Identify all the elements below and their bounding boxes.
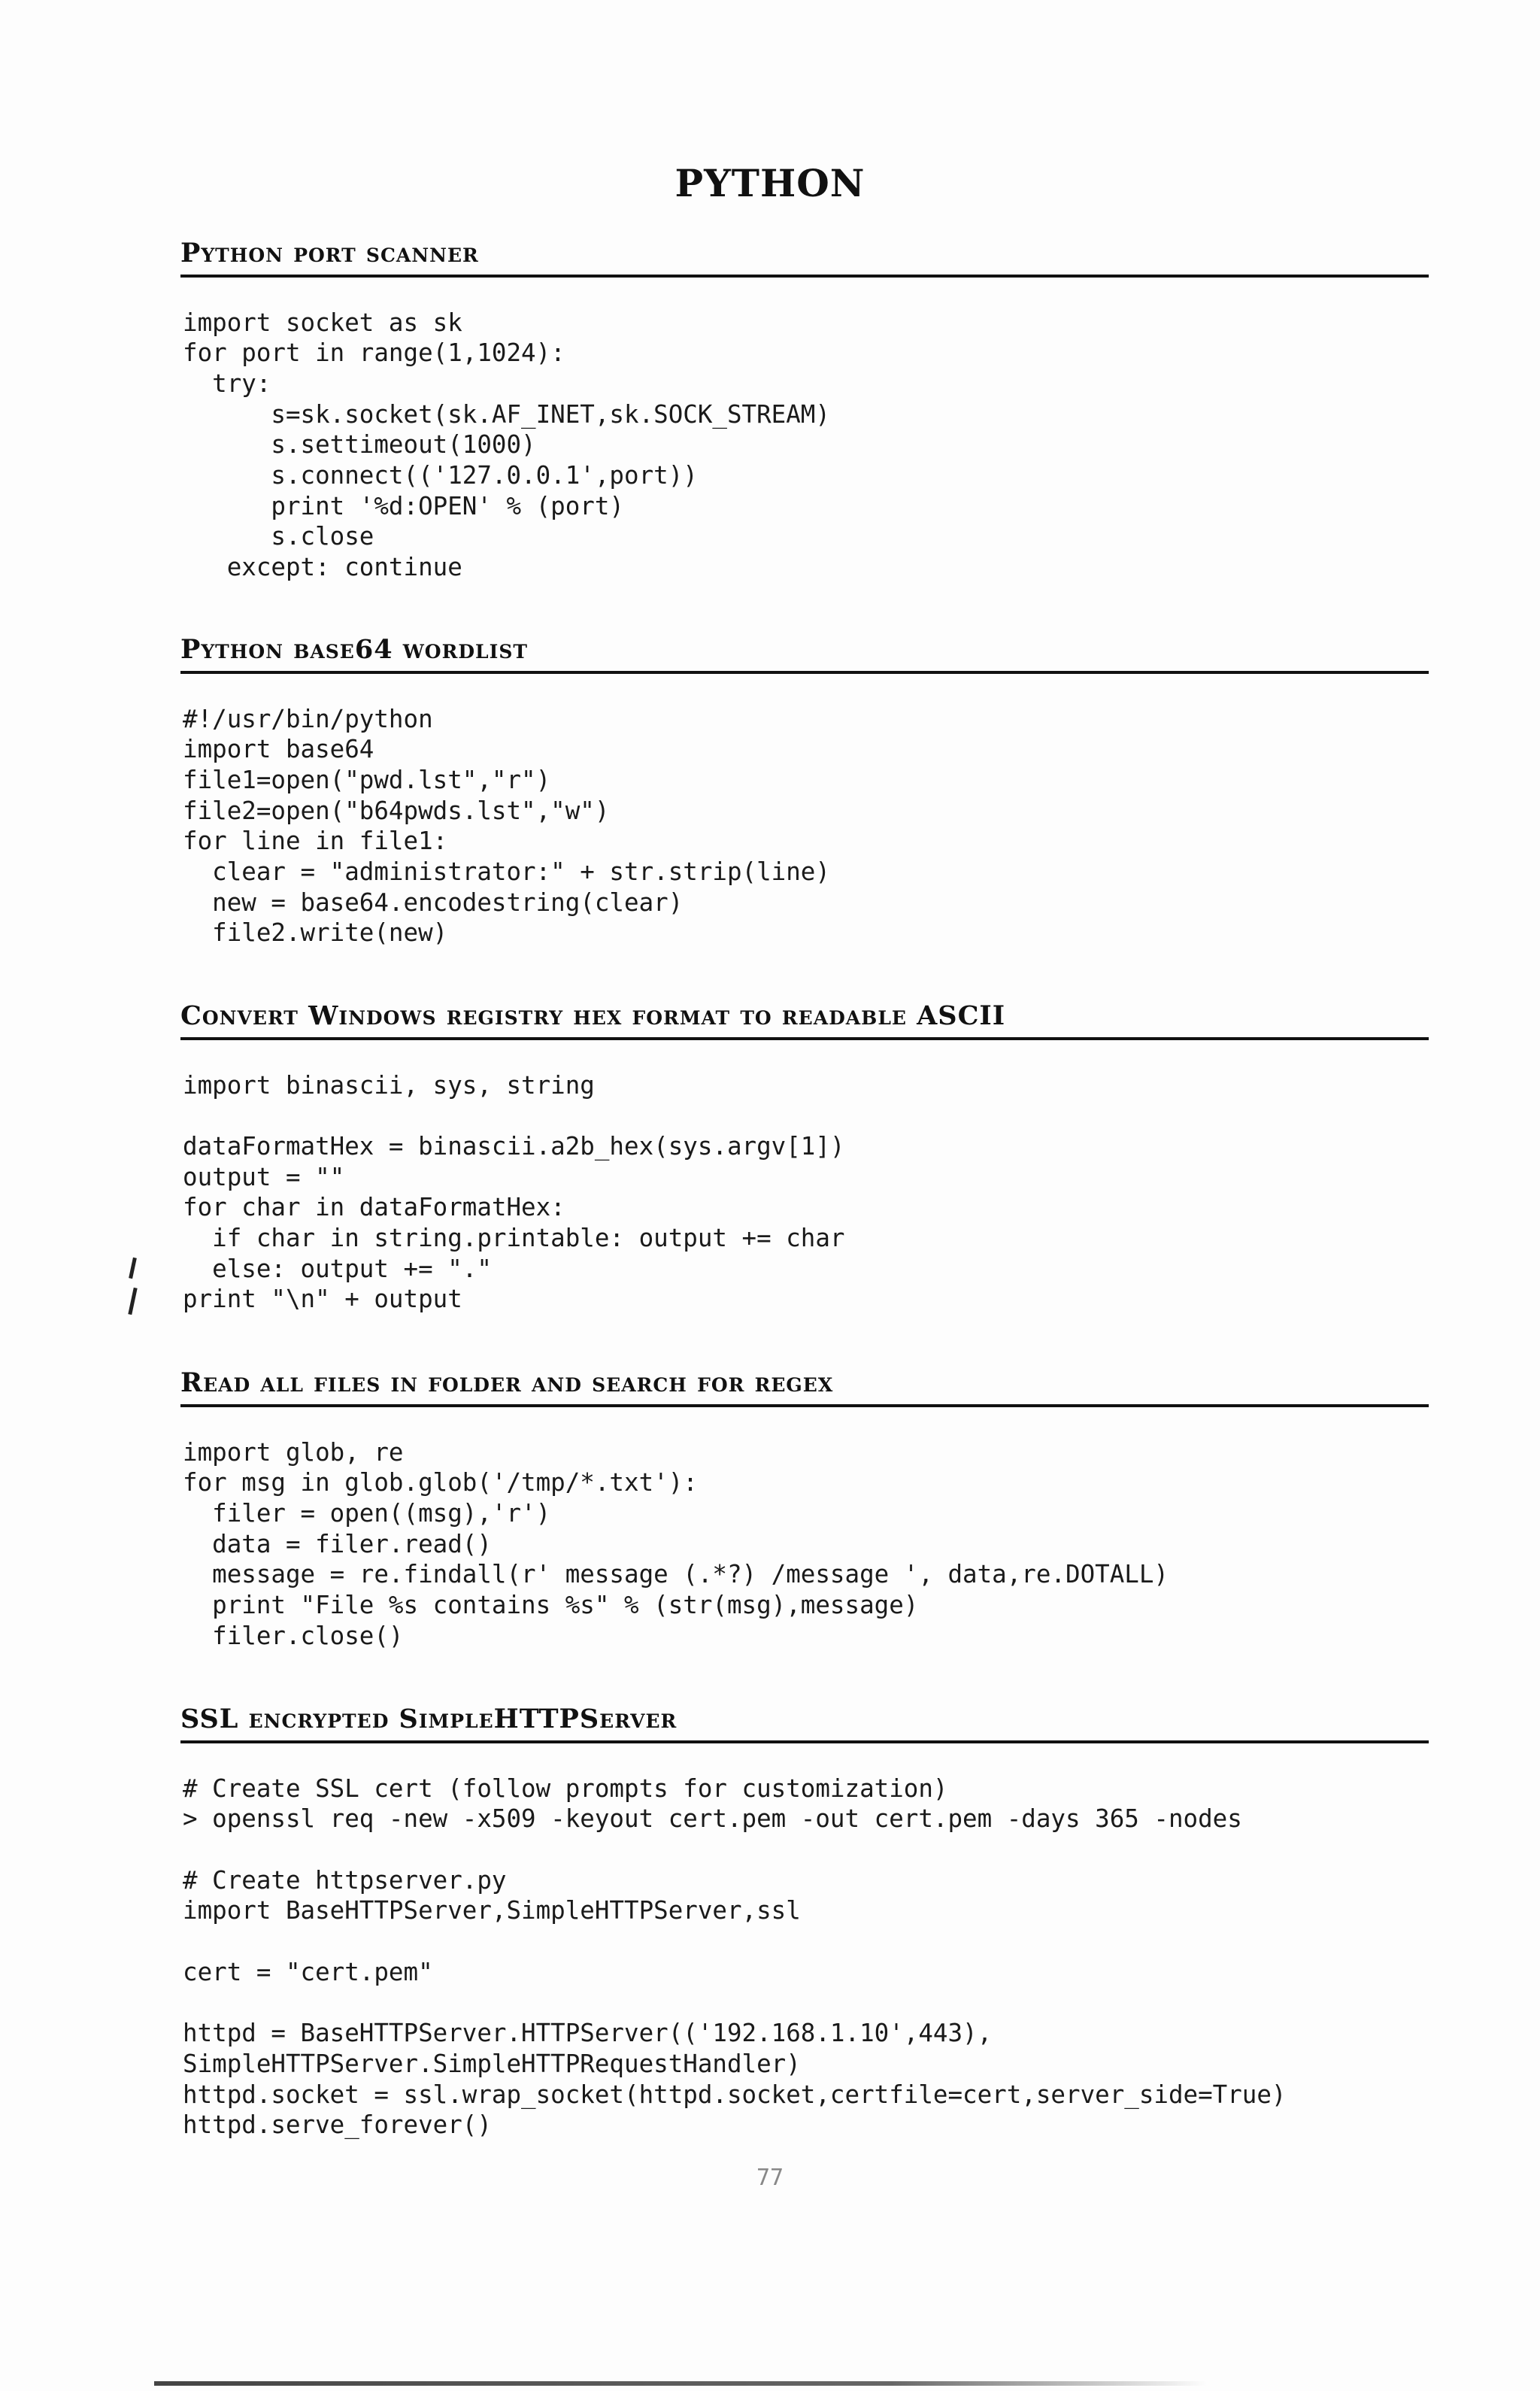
code-block: import socket as sk for port in range(1,1024): try: s=sk.socket(sk.AF_INET,sk.SOCK_STREAM) s.settimeout(1000) s.connect(('127.0.0.1',port)) print '%d:OPEN' % (port) s.close except: continue bbox=[183, 308, 830, 582]
section-title: Convert Windows registry hex format to readable ASCII bbox=[180, 1002, 1429, 1040]
section-title: Read all files in folder and search for regex bbox=[180, 1369, 1429, 1407]
page-number: 77 bbox=[756, 2165, 784, 2191]
code-block: import glob, re for msg in glob.glob('/tmp/*.txt'): filer = open((msg),'r') data = filer.read() message = re.findall(r' message (.*?) /message ', data,re.DOTALL) print "File %s contains %s" % (str(msg),message) filer.close() bbox=[183, 1437, 1169, 1650]
code-block: import binascii, sys, string dataFormatHex = binascii.a2b_hex(sys.argv[1]) output = "" for char in dataFormatHex: if char in string.printable: output += char else: output += "." print "\n" + output bbox=[183, 1070, 845, 1314]
section-title: Python port scanner bbox=[180, 239, 1429, 278]
page-title: PYTHON bbox=[675, 160, 865, 205]
section-base64-wordlist bbox=[180, 636, 1429, 948]
code-block: #!/usr/bin/python import base64 file1=open("pwd.lst","r") file2=open("b64pwds.lst","w") for line in file1: clear = "administrator:" + str.strip(line) new = base64.encodestring(clear) file2.write(new) bbox=[183, 704, 830, 948]
section-title: Python base64 wordlist bbox=[180, 636, 1429, 674]
scan-edge-line bbox=[154, 2381, 1207, 2386]
section-ssl-server bbox=[180, 1705, 1429, 2141]
margin-pen-mark bbox=[129, 1258, 137, 1279]
margin-pen-mark bbox=[128, 1288, 137, 1315]
section-title: SSL encrypted SimpleHTTPServer bbox=[180, 1705, 1429, 1743]
section-registry-hex bbox=[180, 1002, 1429, 1315]
section-regex-search bbox=[180, 1369, 1429, 1651]
code-block: # Create SSL cert (follow prompts for customization) > openssl req -new -x509 -keyout cert.pem -out cert.pem -days 365 -nodes # Create httpserver.py import BaseHTTPServer,SimpleHTTPServer,ssl cert = "cert.pem" httpd = BaseHTTPServer.HTTPServer(('192.168.1.10',443), SimpleHTTPServer.SimpleHTTPRequestHandler) httpd.socket = ssl.wrap_socket(httpd.socket,certfile=cert,server_side=True) httpd.serve_forever() bbox=[183, 1774, 1287, 2140]
section-port-scanner bbox=[180, 239, 1429, 583]
